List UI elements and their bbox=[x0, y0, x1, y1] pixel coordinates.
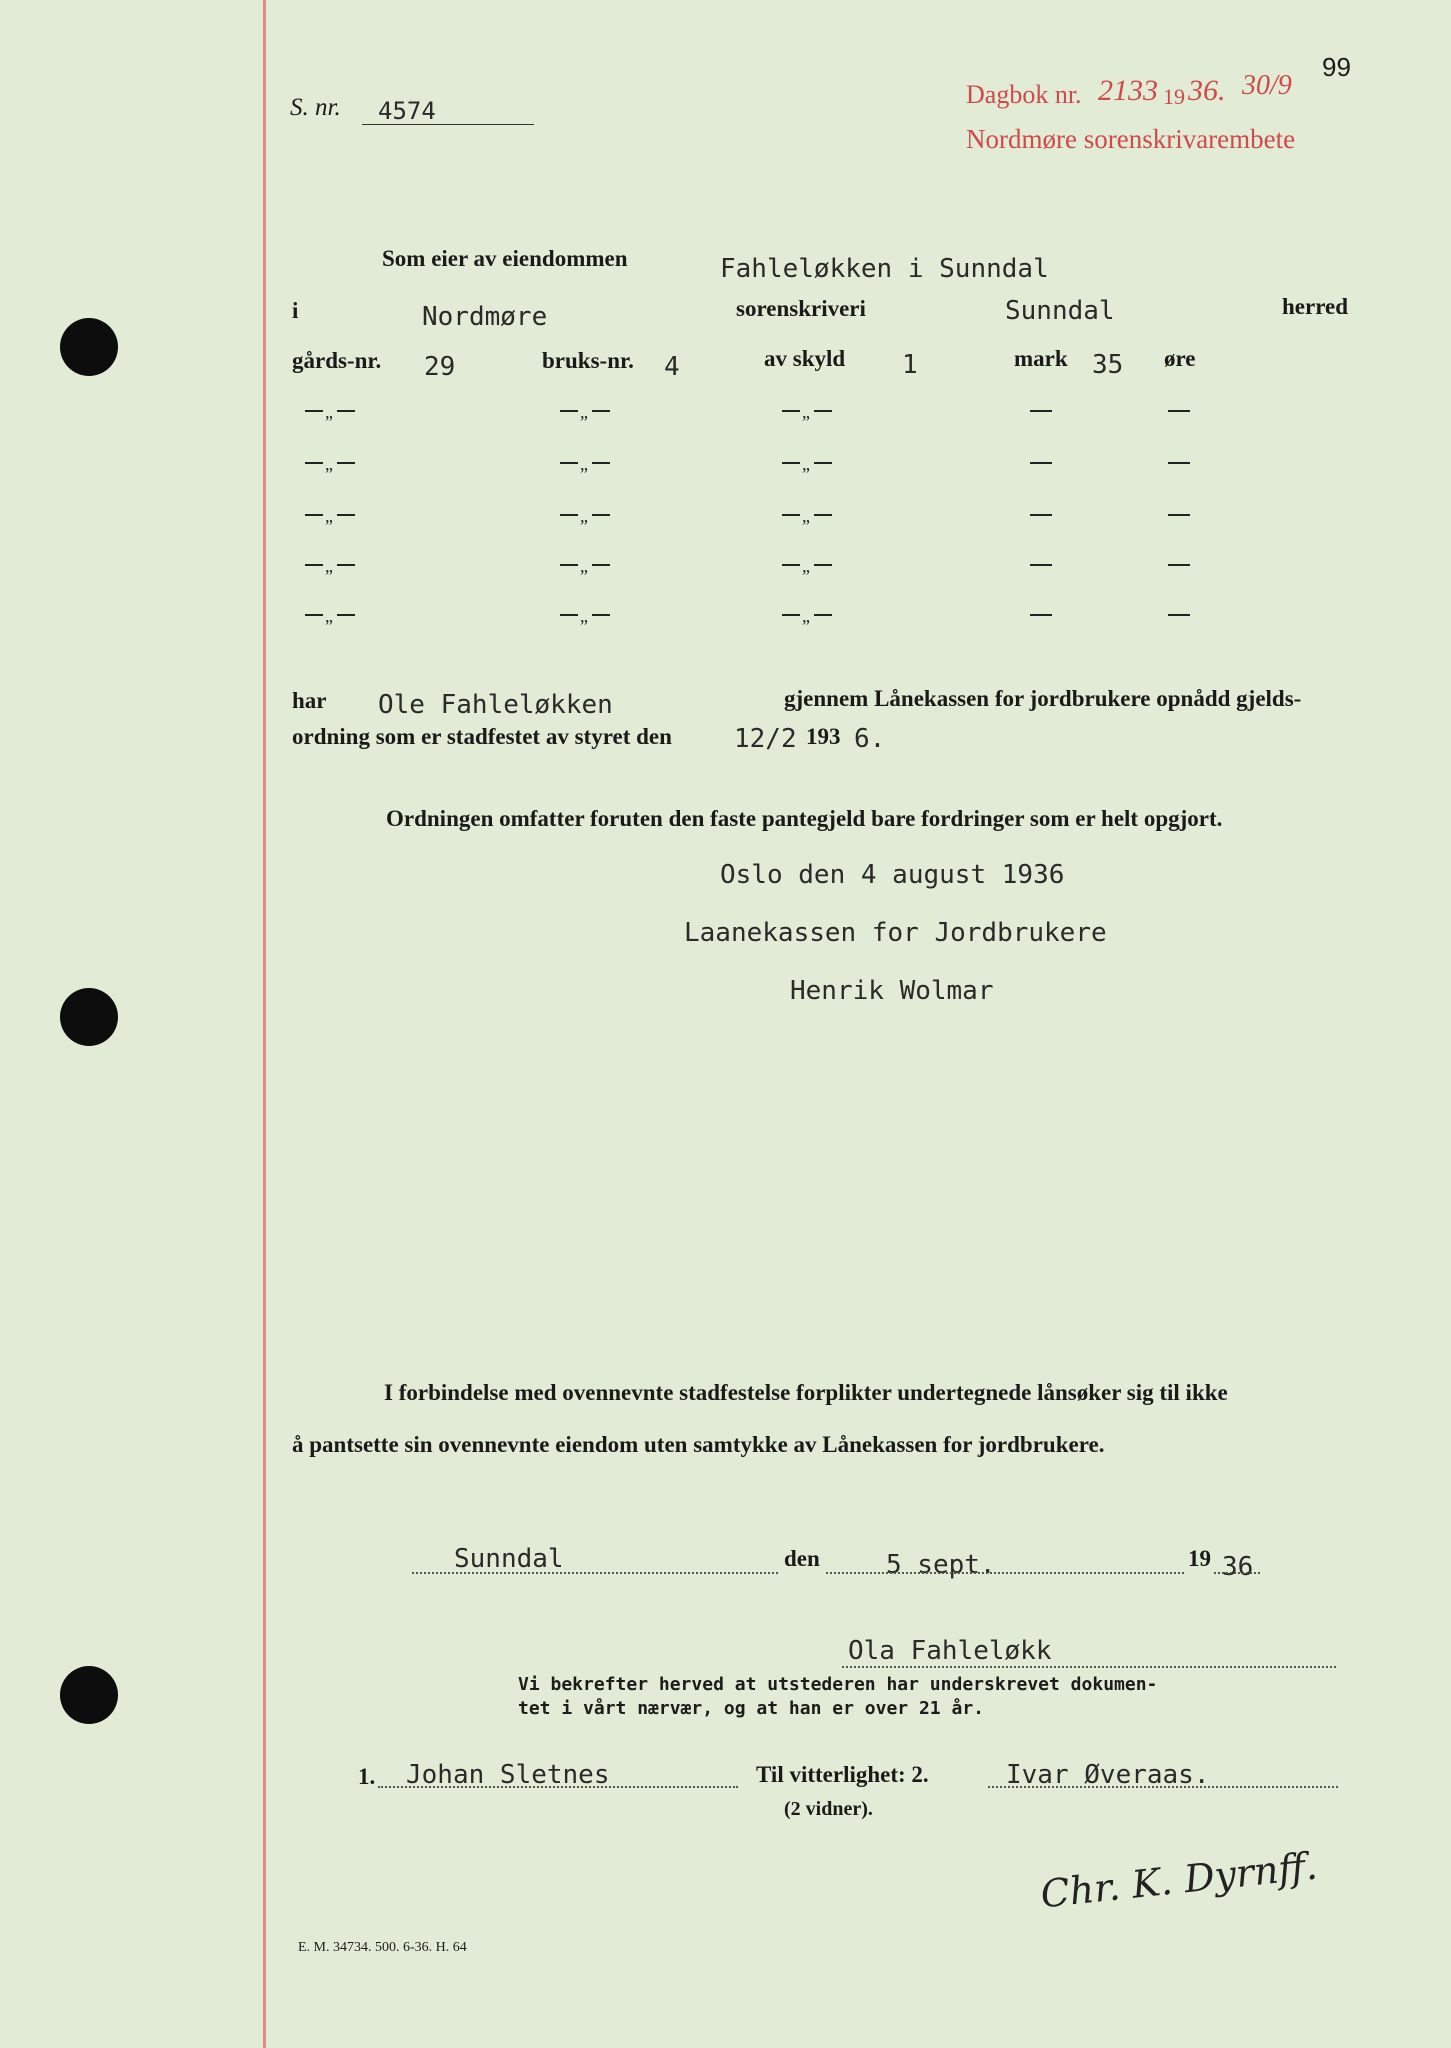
stadfestet-year-prefix: 193 bbox=[806, 724, 841, 749]
ditto-dash bbox=[814, 564, 832, 566]
body-text-line2: ordning som er stadfestet av styret den bbox=[292, 724, 672, 749]
punch-hole bbox=[60, 988, 118, 1046]
date-dotline bbox=[826, 1572, 1184, 1574]
ditto-mark: „ bbox=[580, 402, 588, 422]
ditto-mark: „ bbox=[325, 606, 333, 626]
ditto-dash bbox=[592, 564, 610, 566]
ditto-dash bbox=[782, 514, 800, 516]
page-number: 99 bbox=[1322, 52, 1351, 82]
ditto-dash bbox=[814, 462, 832, 464]
har-label: har bbox=[292, 688, 327, 713]
ditto-mark: „ bbox=[580, 454, 588, 474]
district-value: Nordmøre bbox=[422, 302, 548, 332]
ditto-mark: „ bbox=[325, 506, 333, 526]
i-label: i bbox=[292, 298, 299, 323]
ditto-mark: „ bbox=[802, 606, 810, 626]
ditto-dash bbox=[560, 514, 578, 516]
commitment-line1: I forbindelse med ovennevnte stadfestelse forplikter undertegnede lånsøker sig til ikke bbox=[384, 1380, 1228, 1405]
commitment-line2: å pantsette sin ovennevnte eiendom uten samtykke av Lånekassen for jordbrukere. bbox=[292, 1432, 1105, 1457]
ditto-dash bbox=[782, 614, 800, 616]
mark-value: 35 bbox=[1092, 350, 1124, 380]
ditto-dash bbox=[305, 410, 323, 412]
skyld-label: av skyld bbox=[764, 346, 846, 371]
signer: Henrik Wolmar bbox=[790, 976, 994, 1006]
bruks-label: bruks-nr. bbox=[542, 348, 634, 373]
year-suffix: 36 bbox=[1222, 1552, 1254, 1582]
gards-label: gårds-nr. bbox=[292, 348, 382, 373]
ditto-dash bbox=[814, 614, 832, 616]
ore-label: øre bbox=[1164, 346, 1196, 371]
ditto-dash bbox=[1168, 410, 1190, 412]
borrower-signature: Ola Fahleløkk bbox=[848, 1636, 1052, 1666]
punch-hole bbox=[60, 318, 118, 376]
mark-label: mark bbox=[1014, 346, 1068, 371]
serial-underline bbox=[362, 124, 534, 125]
serial-number: 4574 bbox=[378, 97, 436, 125]
herred-label: herred bbox=[1282, 294, 1349, 319]
stamp-dagbok-number: 2133 bbox=[1098, 74, 1158, 107]
ditto-dash bbox=[560, 462, 578, 464]
ditto-dash bbox=[305, 614, 323, 616]
witness1-dotline bbox=[378, 1786, 738, 1788]
ditto-dash bbox=[305, 514, 323, 516]
ditto-dash bbox=[592, 614, 610, 616]
witness-statement-2: tet i vårt nærvær, og at han er over 21 år. bbox=[518, 1698, 984, 1719]
gards-value: 29 bbox=[424, 352, 456, 382]
ditto-dash bbox=[337, 614, 355, 616]
ditto-dash bbox=[782, 410, 800, 412]
ditto-mark: „ bbox=[802, 556, 810, 576]
ditto-mark: „ bbox=[802, 506, 810, 526]
sorenskriveri-label: sorenskriveri bbox=[736, 296, 866, 321]
stamp-dagbok-label: Dagbok nr. bbox=[966, 80, 1082, 109]
ditto-mark: „ bbox=[802, 454, 810, 474]
stamp-year-suffix: 36. bbox=[1188, 74, 1226, 107]
ditto-dash bbox=[337, 514, 355, 516]
ditto-dash bbox=[305, 564, 323, 566]
ditto-dash bbox=[1168, 564, 1190, 566]
ditto-mark: „ bbox=[325, 454, 333, 474]
serial-label: S. nr. bbox=[290, 94, 341, 121]
ditto-dash bbox=[814, 410, 832, 412]
year-prefix: 19 bbox=[1188, 1546, 1211, 1571]
witness2-dotline bbox=[988, 1786, 1338, 1788]
ditto-dash bbox=[592, 514, 610, 516]
ditto-dash bbox=[1168, 614, 1190, 616]
year-dotline bbox=[1214, 1572, 1260, 1574]
stadfestet-date: 12/2 bbox=[734, 724, 797, 754]
ditto-dash bbox=[560, 410, 578, 412]
ordning-text: Ordningen omfatter foruten den faste pantegjeld bare fordringer som er helt opgjort. bbox=[386, 806, 1223, 831]
ditto-dash bbox=[1168, 514, 1190, 516]
den-label: den bbox=[784, 1546, 820, 1571]
ditto-mark: „ bbox=[325, 556, 333, 576]
ditto-dash bbox=[592, 410, 610, 412]
punch-hole bbox=[60, 1666, 118, 1724]
ditto-dash bbox=[782, 564, 800, 566]
stadfestet-year-suffix: 6. bbox=[854, 724, 886, 754]
ditto-dash bbox=[592, 462, 610, 464]
ditto-dash bbox=[560, 564, 578, 566]
property-name: Fahleløkken i Sunndal bbox=[720, 254, 1049, 284]
witness-statement-1: Vi bekrefter herved at utstederen har underskrevet dokumen- bbox=[518, 1674, 1158, 1695]
til-vitterlighet-label: Til vitterlighet: 2. bbox=[756, 1762, 929, 1787]
witness2-name: Ivar Øveraas. bbox=[1006, 1760, 1210, 1790]
stamp-date: 30/9 bbox=[1242, 70, 1292, 101]
ditto-dash bbox=[782, 462, 800, 464]
commitment-place: Sunndal bbox=[454, 1544, 564, 1574]
skyld-value: 1 bbox=[902, 350, 918, 380]
ditto-dash bbox=[337, 462, 355, 464]
footer-code: E. M. 34734. 500. 6-36. H. 64 bbox=[298, 1940, 467, 1955]
vidner-label: (2 vidner). bbox=[784, 1798, 873, 1820]
bruks-value: 4 bbox=[664, 352, 680, 382]
ditto-dash bbox=[1030, 614, 1052, 616]
ditto-dash bbox=[305, 462, 323, 464]
signature-dotline bbox=[842, 1666, 1336, 1668]
herred-value: Sunndal bbox=[1005, 296, 1115, 326]
ditto-mark: „ bbox=[580, 556, 588, 576]
commitment-date: 5 sept. bbox=[886, 1550, 996, 1580]
ditto-mark: „ bbox=[325, 402, 333, 422]
clerk-signature: Chr. K. Dyrnff. bbox=[1038, 1843, 1320, 1917]
witness1-name: Johan Sletnes bbox=[406, 1760, 610, 1790]
ditto-dash bbox=[560, 614, 578, 616]
ditto-dash bbox=[1030, 514, 1052, 516]
ditto-dash bbox=[1030, 410, 1052, 412]
body-text-line1: gjennem Lånekassen for jordbrukere opnådd gjelds- bbox=[784, 686, 1302, 711]
ditto-dash bbox=[1030, 564, 1052, 566]
margin-line bbox=[263, 0, 266, 2048]
place-dotline bbox=[412, 1572, 778, 1574]
ditto-mark: „ bbox=[802, 402, 810, 422]
borrower-name: Ole Fahleløkken bbox=[378, 690, 613, 720]
ditto-dash bbox=[337, 564, 355, 566]
institution: Laanekassen for Jordbrukere bbox=[684, 918, 1107, 948]
ditto-mark: „ bbox=[580, 506, 588, 526]
ditto-dash bbox=[1030, 462, 1052, 464]
owner-intro: Som eier av eiendommen bbox=[382, 246, 628, 271]
stamp-year-prefix: 19 bbox=[1163, 84, 1185, 109]
ditto-dash bbox=[1168, 462, 1190, 464]
ditto-dash bbox=[337, 410, 355, 412]
ditto-dash bbox=[814, 514, 832, 516]
place-date: Oslo den 4 august 1936 bbox=[720, 860, 1065, 890]
witness1-number: 1. bbox=[358, 1764, 376, 1789]
ditto-mark: „ bbox=[580, 606, 588, 626]
stamp-office: Nordmøre sorenskrivarembete bbox=[966, 124, 1296, 154]
